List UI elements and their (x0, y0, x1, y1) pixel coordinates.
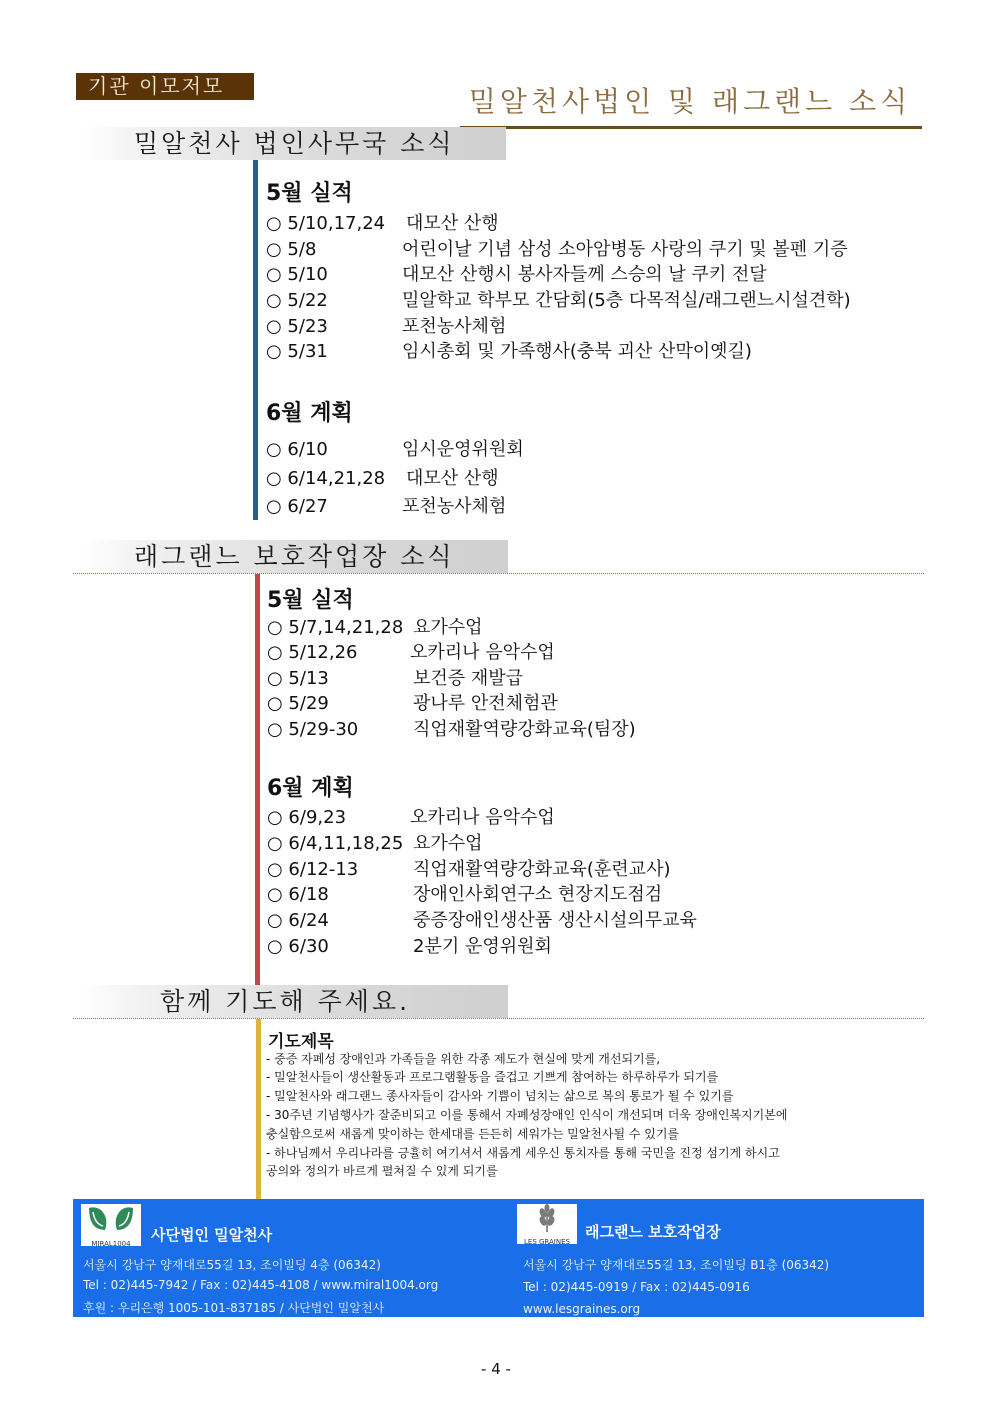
list-item (267, 908, 907, 934)
leaf-icon (81, 1204, 141, 1236)
item-date: ○ 6/24 (267, 910, 329, 931)
item-date: ○ 6/9,23 (267, 807, 347, 828)
item-desc: 광나루 안전체험관 (413, 693, 558, 714)
item-desc: 임시운영위원회 (402, 439, 524, 460)
page-title: 밀알천사법인 및 래그랜느 소식 (468, 85, 912, 118)
item-desc: 어린이날 기념 삼성 소아암병동 사랑의 쿠기 및 볼펜 기증 (402, 239, 848, 260)
footer-contact-miral: Tel : 02)445-7942 / Fax : 02)445-4108 / www.miral1004.org (83, 1278, 439, 1292)
list-item (267, 717, 907, 743)
section3-divider (73, 1018, 924, 1019)
category-tag: 기관 이모저모 (76, 73, 254, 100)
list-item (267, 615, 907, 641)
footer-address-lesgraines: 서울시 강남구 양재대로55길 13, 조이빌딩 B1층 (06342) (523, 1258, 830, 1272)
item-desc: 직업재활역량강화교육(훈련교사) (413, 859, 671, 880)
item-desc: 임시총회 및 가족행사(충북 괴산 산막이옛길) (402, 341, 752, 362)
list-item (266, 314, 916, 340)
miral-logo-text: MIRAL1004 (91, 1240, 131, 1248)
section2-divider (73, 573, 924, 574)
item-date: ○ 5/13 (267, 668, 329, 689)
item-desc: 대모산 산행 (406, 213, 499, 234)
item-date: ○ 5/22 (266, 290, 328, 311)
item-date: ○ 5/29 (267, 693, 329, 714)
list-item (267, 640, 907, 666)
lesgraines-logo-text: LES GRAINES (524, 1238, 570, 1246)
item-desc: 밀알학교 학부모 간담회(5층 다목적실/래그랜느시설견학) (402, 290, 851, 311)
section-title-corporate: 밀알천사 법인사무국 소식 (84, 127, 506, 160)
miral-logo (81, 1204, 141, 1246)
item-date: ○ 6/27 (266, 496, 328, 517)
section3-accent-line (256, 1019, 261, 1199)
item-date: ○ 6/30 (267, 936, 329, 957)
item-desc: 보건증 재발급 (413, 668, 524, 689)
item-desc: 2분기 운영위원회 (413, 936, 552, 957)
item-date: ○ 6/12-13 (267, 859, 359, 880)
item-desc: 대모산 산행시 봉사자들께 스승의 날 쿠키 전달 (402, 264, 767, 285)
item-date: ○ 6/4,11,18,25 (267, 833, 404, 854)
list-item (267, 934, 907, 960)
item-date: ○ 6/18 (267, 884, 329, 905)
item-desc: 장애인사회연구소 현장지도점검 (413, 884, 663, 905)
item-date: ○ 5/31 (266, 341, 328, 362)
prayer-item: 충실함으로써 새롭게 맞이하는 한세대를 든든히 세워가는 밀알천사될 수 있기를 (266, 1127, 680, 1141)
list-item (266, 288, 916, 314)
list-item (267, 805, 907, 831)
list-item (266, 466, 916, 492)
title-underline (460, 126, 922, 129)
list-item (266, 237, 916, 263)
list-item (266, 211, 916, 237)
item-date: ○ 6/10 (266, 439, 328, 460)
item-desc: 오카리나 음악수업 (410, 642, 555, 663)
section1-accent-line (253, 160, 258, 520)
list-item (266, 494, 916, 520)
list-item (267, 831, 907, 857)
item-date: ○ 5/12,26 (267, 642, 358, 663)
item-date: ○ 5/23 (266, 316, 328, 337)
section2-accent-line (255, 574, 260, 986)
section2-june-heading: 6월 계획 (267, 776, 354, 801)
section1-june-heading: 6월 계획 (266, 401, 353, 426)
list-item (266, 262, 916, 288)
footer (73, 1199, 924, 1317)
list-item (267, 666, 907, 692)
item-desc: 직업재활역량강화교육(팀장) (413, 719, 636, 740)
footer-donation-miral: 후원 : 우리은행 1005-101-837185 / 사단법인 밀알천사 (83, 1301, 385, 1315)
list-item (267, 857, 907, 883)
prayer-item: - 밀알천사들이 생산활동과 프로그램활동을 즐겁고 기쁘게 참여하는 하루하루가 되기를 (266, 1070, 719, 1084)
section-title-prayer: 함께 기도해 주세요. (84, 985, 508, 1018)
list-item (267, 882, 907, 908)
list-item (266, 339, 916, 365)
item-desc: 요가수업 (413, 833, 483, 854)
section2-may-heading: 5월 실적 (267, 588, 354, 613)
item-desc: 포천농사체험 (402, 316, 507, 337)
item-desc: 중증장애인생산품 생산시설의무교육 (413, 910, 697, 931)
wheat-icon (517, 1204, 577, 1234)
footer-address-miral: 서울시 강남구 양재대로55길 13, 조이빌딩 4층 (06342) (83, 1258, 381, 1272)
lesgraines-logo (517, 1204, 577, 1244)
footer-org-miral: 사단법인 밀알천사 (151, 1226, 273, 1244)
section1-may-heading: 5월 실적 (266, 181, 353, 206)
item-date: ○ 5/7,14,21,28 (267, 617, 404, 638)
item-desc: 대모산 산행 (406, 468, 499, 489)
item-date: ○ 5/10 (266, 264, 328, 285)
prayer-item: - 밀알천사와 래그랜느 종사자들이 감사와 기쁨이 넘치는 삶으로 복의 통로가 될 수 있기를 (266, 1089, 734, 1103)
list-item (266, 437, 916, 463)
item-date: ○ 6/14,21,28 (266, 468, 386, 489)
prayer-item: - 하나님께서 우리나라를 긍휼히 여기셔서 새롭게 세우신 통치자를 통해 국민을 진정 섬기게 하시고 (266, 1146, 780, 1160)
prayer-heading: 기도제목 (268, 1032, 334, 1052)
prayer-item: - 중증 자폐성 장애인과 가족들을 위한 각종 제도가 현실에 맞게 개선되기를, (266, 1052, 661, 1066)
item-date: ○ 5/8 (266, 239, 317, 260)
list-item (267, 691, 907, 717)
item-date: ○ 5/10,17,24 (266, 213, 386, 234)
item-desc: 요가수업 (413, 617, 483, 638)
section-title-workshop: 래그랜느 보호작업장 소식 (84, 540, 508, 573)
prayer-item: - 30주년 기념행사가 잘준비되고 이를 통해서 자폐성장애인 인식이 개선되며 더욱 장애인복지기본에 (266, 1108, 788, 1122)
footer-website-lesgraines: www.lesgraines.org (523, 1302, 641, 1316)
prayer-item: 공의와 정의가 바르게 펼쳐질 수 있게 되기를 (266, 1164, 498, 1178)
footer-org-lesgraines: 래그랜느 보호작업장 (585, 1223, 721, 1241)
item-desc: 오카리나 음악수업 (410, 807, 555, 828)
footer-contact-lesgraines: Tel : 02)445-0919 / Fax : 02)445-0916 (523, 1280, 750, 1294)
page-number: - 4 - (481, 1360, 511, 1378)
item-date: ○ 5/29-30 (267, 719, 359, 740)
item-desc: 포천농사체험 (402, 496, 507, 517)
